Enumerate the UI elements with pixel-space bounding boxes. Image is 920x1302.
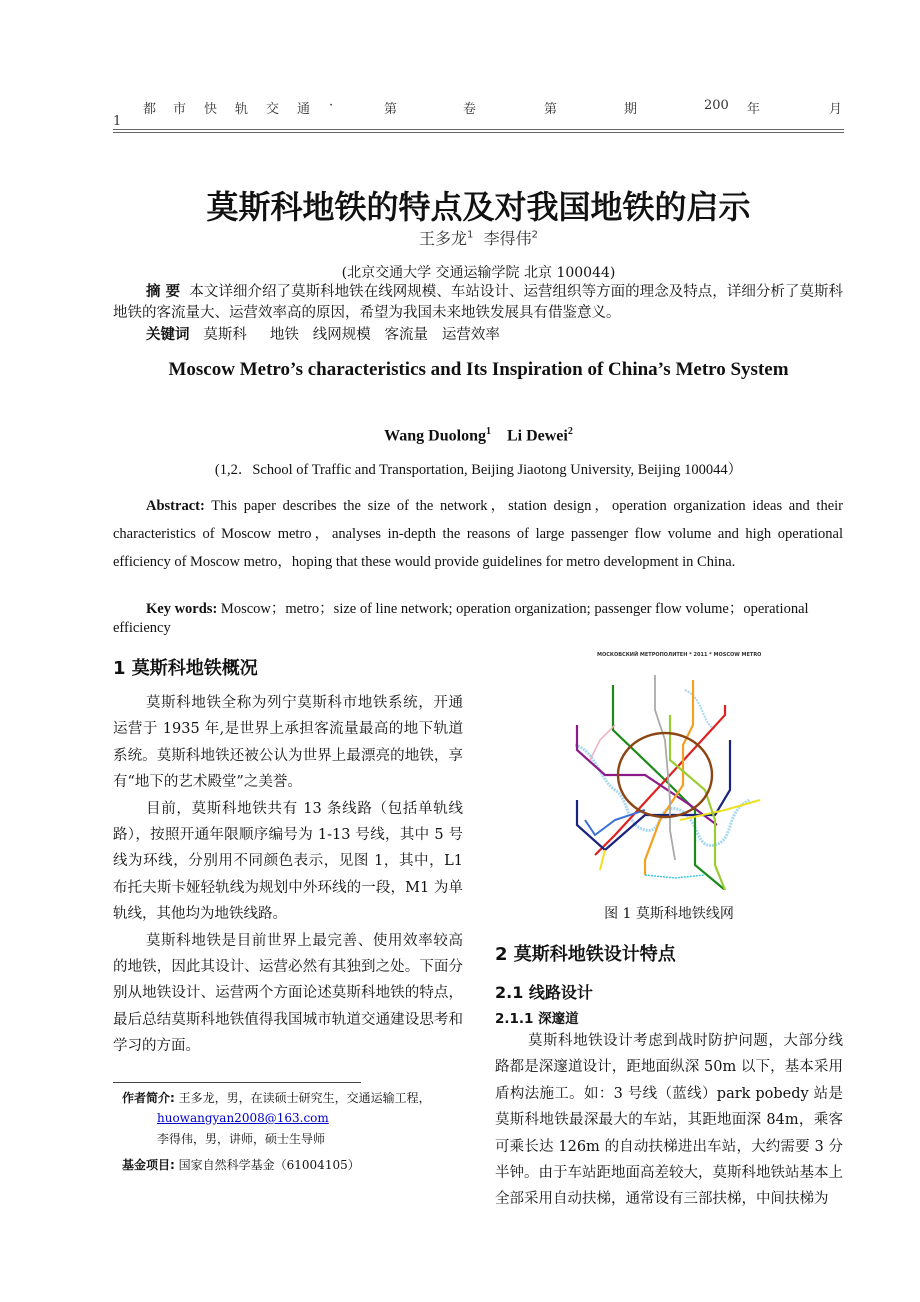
paragraph: 莫斯科地铁设计考虑到战时防护问题，大部分线路都是深邃道设计，距地面纵深 50m 以下，基本采用盾构法施工。如：3 号线（蓝线）park pobedy 站是莫斯科地铁最深最大的车站，其距地面深 84m，乘客可乘长达 126m 的自动扶梯进出车站，大约需要 3 分半钟。由于车站距地面高差较大，莫斯科地铁站基本上全部采用自动扶梯，通常设有三部扶梯，中间扶梯为	[495, 1033, 843, 1208]
author-name: 李得伟	[483, 229, 532, 248]
metro-map-svg	[575, 650, 763, 890]
keyword: 地铁	[269, 327, 299, 343]
header-char: 市	[173, 102, 187, 117]
moscow-metro-map	[575, 650, 763, 890]
header-char: 轨	[235, 102, 249, 117]
fund-text: 国家自然科学基金（61004105）	[178, 1158, 360, 1172]
running-header	[113, 98, 843, 116]
figure-caption: 图 1 莫斯科地铁线网	[604, 906, 734, 922]
fund-label: 基金项目:	[122, 1158, 175, 1172]
section-1-heading: 1 莫斯科地铁概况	[113, 658, 258, 679]
metro-line-purple	[577, 725, 717, 825]
header-char: 卷	[463, 102, 477, 117]
section-2-body	[495, 1028, 843, 1213]
author-name: Wang Duolong	[384, 427, 486, 445]
keywords-label: 关键词	[146, 327, 190, 343]
paragraph: 莫斯科地铁全称为列宁莫斯科市地铁系统，开通运营于 1935 年,是世界上承担客流量最高的地下轨道系统。莫斯科地铁还被公认为世界上最漂亮的地铁，享有“地下的艺术殿堂”之美誉。	[113, 695, 463, 791]
header-char: 年	[747, 102, 761, 117]
abstract-en-label: Abstract:	[146, 498, 205, 514]
abstract-en	[113, 492, 843, 576]
keyword: 线网规模	[312, 327, 371, 343]
section-1-body	[113, 690, 463, 1060]
bio-label: 作者简介:	[122, 1091, 175, 1105]
header-char: 期	[624, 102, 638, 117]
paragraph: 莫斯科地铁是目前世界上最完善、使用效率较高的地铁，因此其设计、运营必然有其独到之处。下面分别从地铁设计、运营两个方面论述莫斯科地铁的特点，最后总结莫斯科地铁值得我国城市轨道交通建设思考和学习的方面。	[113, 932, 463, 1055]
abstract-text: 本文详细介绍了莫斯科地铁在线网规模、车站设计、运营组织等方面的理念及特点，详细分析了莫斯科地铁的客流量大、运营效率高的原因，希望为我国未来地铁发展具有借鉴意义。	[113, 284, 843, 321]
metro-line-teal	[645, 875, 705, 878]
author-name: Li Dewei	[506, 427, 568, 445]
header-rule	[113, 129, 844, 130]
header-char: 第	[384, 102, 398, 117]
author-sup: 2	[531, 229, 538, 241]
author-bio	[122, 1088, 467, 1108]
page-number: 1	[113, 114, 122, 129]
header-char: 通	[297, 102, 311, 117]
paragraph: 目前，莫斯科地铁共有 13 条线路（包括单轨线路），按照开通年限顺序编号为 1-13 号线，其中 5 号线为环线，分别用不同颜色表示，见图 1，其中，L1 布托夫斯卡娅轻轨线为规划中外环线的一段，M1 为单轨线，其他均为地铁线路。	[113, 800, 463, 923]
keyword: 莫斯科	[203, 327, 247, 343]
abstract-label: 摘 要	[146, 284, 181, 300]
header-char: 200	[704, 98, 729, 113]
author-sup: 1	[485, 426, 491, 437]
authors-en	[113, 426, 844, 445]
bio-author2: 李得伟，男，讲师，硕士生导师	[157, 1132, 326, 1146]
section-2-1-heading: 2.1 线路设计	[495, 983, 593, 1002]
header-char: ·	[329, 98, 334, 113]
author-sup: 2	[567, 426, 573, 437]
email-link[interactable]: huowangyan2008@163.com	[157, 1111, 329, 1125]
paper-title-en: Moscow Metro’s characteristics and Its Inspiration of China’s Metro System	[168, 359, 789, 380]
keyword: 运营效率	[441, 327, 500, 343]
bio-author1: 王多龙，男，在读硕士研究生，交通运输工程，	[178, 1091, 431, 1105]
keywords-en-text: Moscow；metro；size of line network; operation organization; passenger flow volume；operational efficiency	[113, 601, 809, 636]
metro-line-lime	[670, 715, 725, 890]
affiliation-cn: (北京交通大学 交通运输学院 北京 100044)	[341, 265, 616, 281]
metro-line-yellow	[600, 850, 605, 870]
header-char: 第	[544, 102, 558, 117]
affiliation-en: (1,2．School of Traffic and Transportation, Beijing Jiaotong University, Beijing 100044）	[214, 462, 743, 478]
header-char: 都	[143, 102, 157, 117]
header-rule	[113, 132, 844, 133]
header-char: 月	[829, 102, 843, 117]
keywords-en	[113, 600, 843, 638]
authors-cn	[113, 226, 844, 249]
keyword: 客流量	[384, 327, 429, 343]
abstract-cn	[113, 282, 843, 324]
keywords-en-label: Key words:	[146, 601, 218, 617]
metro-line-pink	[590, 725, 615, 760]
footnote-rule	[113, 1082, 361, 1083]
abstract-en-text: This paper describes the size of the network，station design，operation organization ideas and their characteristics of Moscow metro，analyses in-depth the reasons of large passenger flow volume and high operational efficiency of Moscow metro，hoping that these would provide guidelines for metro development in China.	[113, 498, 843, 570]
fund-info	[122, 1155, 360, 1175]
author-sup: 1	[467, 229, 474, 241]
author-name: 王多龙	[419, 229, 468, 248]
keywords-cn	[113, 325, 843, 346]
section-2-1-1-heading: 2.1.1 深邃道	[495, 1011, 579, 1027]
paper-title-cn: 莫斯科地铁的特点及对我国地铁的启示	[206, 188, 751, 226]
map-title: МОСКОВСКИЙ МЕТРОПОЛИТЕН * 2011 * MOSCOW METRO	[597, 652, 762, 658]
header-char: 交	[266, 102, 280, 117]
metro-line-grey	[655, 675, 675, 860]
header-char: 快	[204, 102, 218, 117]
email-row	[157, 1108, 329, 1128]
section-2-heading: 2 莫斯科地铁设计特点	[495, 944, 676, 965]
river	[685, 690, 715, 730]
